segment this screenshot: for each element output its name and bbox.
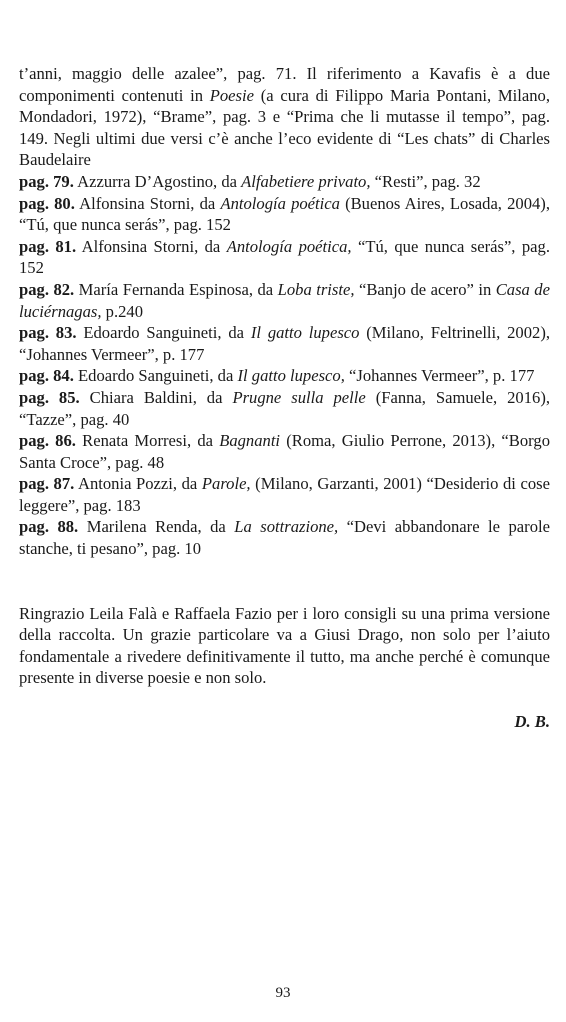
credit-book-title: Parole, — [201, 474, 251, 494]
credit-page-ref: pag. 86. — [19, 431, 76, 451]
credit-details: (Fanna, Samuele, 2016), “Tazze”, pag. 40 — [19, 387, 550, 429]
credit-entry — [19, 473, 550, 516]
acknowledgement-paragraph: Ringrazio Leila Falà e Raffaela Fazio per i loro consigli su una prima versione della raccolta. Un grazie particolare va a Giusi Drago, non solo per l’aiuto fondamentale a rivedere definitivamente il tutto, ma anche perché è comunque presente in diverse poesie e non solo. — [19, 603, 550, 688]
credit-details: “Tú, que nunca serás”, pag. 152 — [19, 236, 550, 278]
credit-entry — [19, 193, 550, 236]
credit-details: (Roma, Giulio Perrone, 2013), “Borgo Santa Croce”, pag. 48 — [19, 431, 550, 472]
credit-page-ref: pag. 87. — [19, 474, 75, 494]
credit-entry — [19, 279, 550, 322]
credit-author: Antonia Pozzi, da — [74, 474, 202, 494]
credit-details: “Devi abbandonare le parole stanche, ti pesano”, pag. 10 — [19, 517, 550, 559]
credit-entry — [19, 430, 550, 473]
credit-book-title: Prugne sulla pelle — [232, 387, 366, 407]
credit-author: Alfonsina Storni, da — [74, 193, 221, 213]
credit-page-ref: pag. 82. — [19, 279, 75, 299]
credits-lead — [19, 63, 550, 171]
credit-page-ref: pag. 81. — [19, 236, 77, 256]
credits-lead-text: t’anni, maggio delle azalee”, pag. 71. Il riferimento a Kavafis è a due componimenti contenuti in — [19, 64, 550, 105]
credits-lead-tail: (a cura di Filippo Maria Pontani, Milano, Mondadori, 1972), “Brame”, pag. 3 e “Prima che li mutasse il tempo”, pag. 149. Negli ultimi due versi c’è anche l’eco evidente di “Les chats” di Charles Baudelaire — [19, 85, 550, 170]
credit-author: Azzurra D’Agostino, da — [73, 171, 242, 191]
credit-page: p.240 — [101, 301, 143, 321]
credit-details: “Banjo de acero” in — [354, 279, 496, 299]
credit-book-title: Bagnanti — [219, 431, 281, 451]
credit-book-title: Loba triste, — [277, 279, 355, 299]
credit-author: Edoardo Sanguineti, da — [76, 323, 251, 343]
credit-details: (Milano, Garzanti, 2001) “Desiderio di cose leggere”, pag. 183 — [19, 474, 550, 515]
credit-page-ref: pag. 88. — [19, 517, 79, 537]
credit-page-ref: pag. 80. — [19, 193, 75, 213]
credits-section — [19, 63, 550, 560]
credit-book-title: Antología poética — [220, 193, 340, 213]
credit-details: (Buenos Aires, Losada, 2004), “Tú, que nunca serás”, pag. 152 — [19, 193, 550, 235]
credit-book-title: Alfabetiere privato, — [241, 171, 371, 191]
page-body — [19, 63, 550, 733]
credit-entry — [19, 516, 550, 559]
credit-author: Edoardo Sanguineti, da — [73, 366, 238, 386]
credits-lead-title: Poesie — [209, 85, 254, 105]
credit-book-title: Antología poética, — [226, 236, 352, 256]
credit-author: Marilena Renda, da — [78, 517, 235, 537]
credit-book-title: La sottrazione, — [234, 517, 339, 537]
credit-entry — [19, 365, 550, 387]
credit-entry — [19, 236, 550, 279]
credit-page-ref: pag. 79. — [19, 171, 74, 191]
credit-book-title: Il gatto lupesco — [250, 323, 360, 343]
credit-collection-title: Casa de luciérnagas, — [19, 279, 550, 321]
credit-author: Chiara Baldini, da — [79, 387, 233, 407]
author-signature: D. B. — [514, 712, 550, 732]
credit-entry — [19, 387, 550, 430]
credit-author: María Fernanda Espinosa, da — [74, 279, 278, 299]
credit-author: Alfonsina Storni, da — [76, 236, 227, 256]
credit-page-ref: pag. 83. — [19, 323, 77, 343]
credit-entry — [19, 171, 550, 193]
credit-book-title: Il gatto lupesco, — [237, 366, 345, 386]
credit-page-ref: pag. 84. — [19, 366, 74, 386]
credit-details: “Resti”, pag. 32 — [370, 171, 481, 191]
credit-author: Renata Morresi, da — [75, 431, 220, 451]
page-number: 93 — [275, 985, 291, 1001]
credit-details: (Milano, Feltrinelli, 2002), “Johannes Vermeer”, p. 177 — [19, 323, 550, 364]
credit-details: “Johannes Vermeer”, p. 177 — [344, 366, 535, 386]
credit-entry — [19, 322, 550, 365]
credit-page-ref: pag. 85. — [19, 387, 80, 407]
